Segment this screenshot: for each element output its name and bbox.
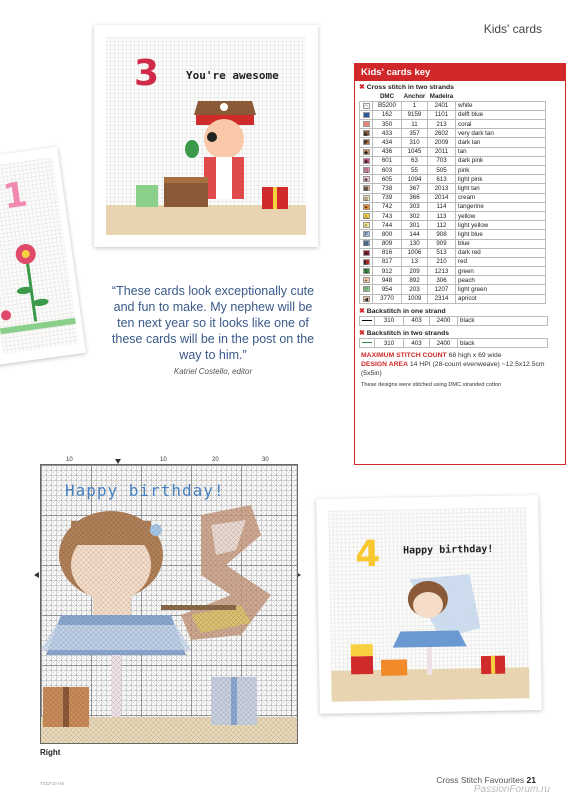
backstitch-two-table: [359, 338, 548, 348]
chart-tick: 20: [212, 457, 219, 463]
backstitch-one-table: [359, 316, 548, 326]
table-row: ◀ 3770 1009 2314 apricot: [360, 294, 546, 303]
backstitch-two-header: ✖ Backstitch in two strands: [359, 330, 450, 337]
thread-symbol-icon: ▥: [363, 241, 369, 248]
magazine-title: Cross Stitch Favourites: [436, 775, 525, 785]
table-row: 310 403 2400 black: [360, 339, 548, 348]
thread-note: These designs were stitched using DMC stranded cotton: [361, 382, 502, 389]
table-row: ◠ B5200 1 2401 white: [360, 101, 546, 110]
table-row: ◆ 436 1045 2011 tan: [360, 147, 546, 156]
table-row: ✧ 744 301 112 light yellow: [360, 221, 546, 230]
pirate-card-photo: [94, 25, 318, 247]
table-row: · 350 11 213 coral: [360, 120, 546, 129]
backstitch-line-icon: [362, 320, 372, 321]
cross-icon: ✖: [359, 330, 365, 337]
thread-symbol-icon: P: [364, 232, 368, 239]
card-fabric: [328, 507, 529, 701]
key-title: Kids' cards key: [355, 64, 565, 81]
chart-caption: Right: [40, 748, 61, 757]
table-row: ◫ 603 55 505 pink: [360, 166, 546, 175]
ballerina-stitching: [328, 507, 529, 701]
table-row: ◧ 817 13 210 red: [360, 257, 546, 266]
pirate-stitching: [106, 37, 306, 235]
table-row: ● 816 1006 513 dark red: [360, 248, 546, 257]
ballerina-card-photo: [316, 495, 542, 714]
table-row: ▦ 738 367 2013 light tan: [360, 184, 546, 193]
thread-symbol-icon: $: [363, 268, 370, 274]
table-row: P 800 144 908 light blue: [360, 230, 546, 239]
card-number: 3: [134, 53, 160, 94]
thread-symbol-icon: ●: [364, 250, 368, 257]
cross-stitch-header: ✖ Cross stitch in two strands: [359, 84, 454, 91]
card-caption: You're awesome: [186, 69, 279, 82]
table-row: ◎ 739 366 2014 cream: [360, 193, 546, 202]
table-row: ◈ 605 1094 613 light pink: [360, 175, 546, 184]
thread-symbol-icon: ◫: [363, 167, 369, 174]
watermark: PassionForum.ru: [473, 784, 550, 795]
backstitch-one-header: ✖ Backstitch in one strand: [359, 307, 446, 315]
cross-icon: ✖: [359, 307, 365, 315]
backstitch-line-icon: [362, 342, 372, 343]
editor-quote: [106, 283, 320, 376]
thread-symbol-icon: △: [364, 213, 368, 220]
card-caption: Happy birthday!: [402, 543, 494, 557]
thread-symbol-icon: ◀: [364, 296, 368, 303]
cross-icon: ✖: [359, 84, 365, 91]
quote-attribution: Katriel Costello, editor: [173, 367, 253, 376]
thread-symbol-icon: ✦: [363, 204, 369, 211]
thread-symbol-icon: ◠: [363, 103, 369, 110]
chart-tick: 30: [262, 457, 269, 463]
thread-symbol-icon: ◧: [363, 259, 369, 266]
table-row: 310 403 2400 black: [360, 316, 548, 325]
col-madeira: Madeira: [429, 92, 454, 100]
thread-symbol-icon: ı: [363, 112, 370, 118]
ballerina-chart-artwork: [41, 465, 298, 744]
thread-symbol-icon: ◤: [364, 140, 368, 147]
card-number: 1: [0, 174, 30, 218]
table-row: + 948 892 306 peach: [360, 276, 546, 285]
quote-text: “These cards look exceptionally cute and fun to make. My nephew will be ten next year so it looks like one of these cards will be in the post on the way to him.”: [111, 284, 315, 362]
thread-symbol-icon: ◈: [364, 177, 368, 184]
flower-stitching: [0, 157, 79, 354]
page-number: 21: [526, 775, 536, 785]
thread-symbol-icon: ✧: [363, 223, 369, 230]
table-row: ■ 601 63 703 dark pink: [360, 156, 546, 165]
section-label: Kids' cards: [483, 22, 542, 36]
table-row: ı 162 9159 1101 delft blue: [360, 110, 546, 119]
thread-symbol-icon: ◎: [363, 195, 369, 202]
thread-symbol-icon: ◣: [364, 131, 368, 138]
thread-key-panel: [354, 63, 566, 465]
center-arrow-icon: [34, 572, 39, 578]
cross-stitch-chart: [40, 464, 298, 744]
col-anchor: Anchor: [403, 92, 426, 100]
chart-tick: 10: [66, 457, 73, 463]
thread-symbol-icon: ▦: [363, 186, 369, 193]
page-code: TSCF19 H8: [40, 781, 64, 786]
thread-symbol-icon: ◆: [364, 149, 368, 156]
card-fabric: [0, 157, 79, 354]
table-row: △ 743 302 113 yellow: [360, 211, 546, 220]
table-row: ▽ 954 203 1207 light green: [360, 285, 546, 294]
thread-symbol-icon: ■: [364, 158, 368, 165]
col-dmc: DMC: [379, 92, 395, 100]
card-number: 4: [354, 533, 381, 576]
card-fabric: [106, 37, 306, 235]
thread-symbol-icon: +: [363, 277, 370, 283]
stitch-stats: MAXIMUM STITCH COUNT 68 high x 69 wide DESIGN AREA 14 HPI (28-count evenweave) ~12.5x12.5cm (5x5in): [361, 352, 545, 378]
number-one-card-photo: [0, 147, 86, 366]
thread-symbol-icon: ▽: [364, 287, 368, 294]
table-row: ◤ 434 310 2009 dark tan: [360, 138, 546, 147]
chart-tick: 10: [160, 457, 167, 463]
thread-table: [359, 92, 546, 304]
table-row: ▥ 809 130 909 blue: [360, 239, 546, 248]
table-row: $ 912 209 1213 green: [360, 267, 546, 276]
table-row: ✦ 742 303 114 tangerine: [360, 202, 546, 211]
thread-symbol-icon: ·: [363, 121, 370, 127]
thread-table-header: [360, 92, 546, 101]
table-row: ◣ 433 357 2602 very dark tan: [360, 129, 546, 138]
